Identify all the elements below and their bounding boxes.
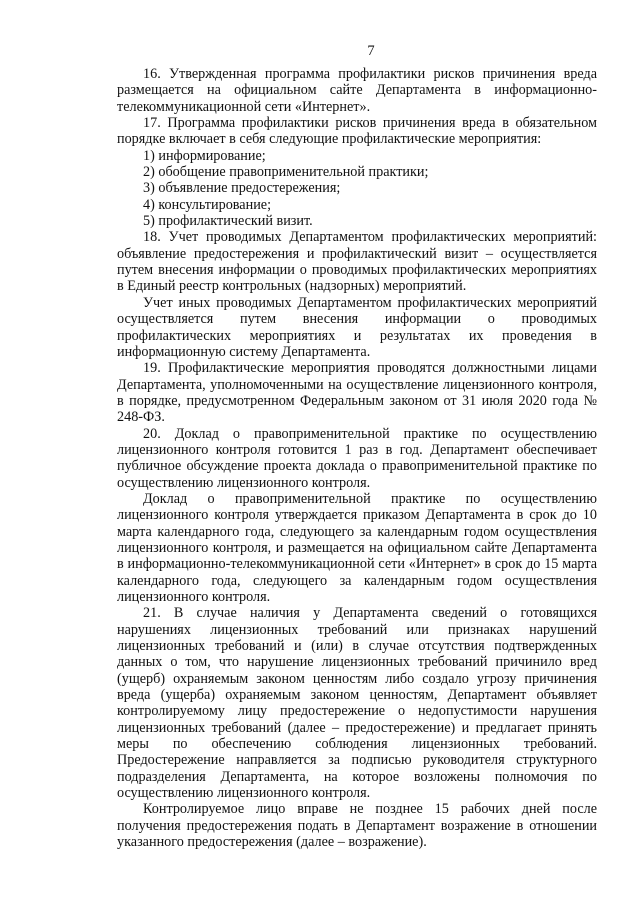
paragraph-16: 16. Утвержденная программа профилактики рисков причинения вреда размещается на официальном сайте Департамента в информационно-телекоммуникационной сети «Интернет». xyxy=(117,66,597,115)
paragraph-21: 21. В случае наличия у Департамента сведений о готовящихся нарушениях лицензионных требований или признаках нарушений лицензионных требований и (или) в случае отсутствия подтвержденных данных о том, что нарушение лицензионных требований причинило вред (ущерб) охраняемым законом ценностям либо создало угрозу причинения вреда (ущерба) охраняемым законом ценностям, Департамент объявляет контролируемому лицу предостережение о недопустимости нарушения лицензионных требований (далее – предостережение) и предлагает принять меры по обеспечению соблюдения лицензионных требований. Предостережение направляется за подписью руководителя структурного подразделения Департамента, на которое возложены полномочия по осуществлению лицензионного контроля. xyxy=(117,605,597,802)
paragraph-18-continued: Учет иных проводимых Департаментом профилактических мероприятий осуществляется путем внесения информации о проводимых профилактических мероприятиях и результатах их проведения в информационную систему Департамента. xyxy=(117,294,597,360)
list-item-preventive-visit: 5) профилактический визит. xyxy=(143,213,313,230)
list-item-consulting: 4) консультирование; xyxy=(143,196,272,213)
paragraph-21-continued: Контролируемое лицо вправе не позднее 15 рабочих дней после получения предостережения подать в Департамент возражение в отношении указанного предостережения (далее – возражение). xyxy=(117,801,597,851)
list-item-generalization: 2) обобщение правоприменительной практики; xyxy=(143,164,429,181)
paragraph-18: 18. Учет проводимых Департаментом профилактических мероприятий: объявление предостережения и профилактический визит – осуществляется путем внесения информации о проводимых профилактических мероприятиях в Единый реестр контрольных (надзорных) мероприятий. xyxy=(117,229,597,295)
paragraph-19: 19. Профилактические мероприятия проводятся должностными лицами Департамента, уполномоченными на осуществление лицензионного контроля, в порядке, предусмотренном Федеральным законом от 31 июля 2020 года № 248-ФЗ. xyxy=(117,360,597,426)
paragraph-20-continued: Доклад о правоприменительной практике по осуществлению лицензионного контроля утверждается приказом Департамента в срок до 10 марта календарного года, следующего за календарным годом осуществления лицензионного контроля, и размещается на официальном сайте Департамента в информационно-телекоммуникационной сети «Интернет» в срок до 15 марта календарного года, следующего за календарным годом осуществления лицензионного контроля. xyxy=(117,490,597,605)
paragraph-17: 17. Программа профилактики рисков причинения вреда в обязательном порядке включает в себя следующие профилактические мероприятия: xyxy=(117,115,597,148)
paragraph-20: 20. Доклад о правоприменительной практике по осуществлению лицензионного контроля готовится 1 раз в год. Департамент обеспечивает публичное обсуждение проекта доклада о правоприменительной практике по осуществлению лицензионного контроля. xyxy=(117,425,597,491)
list-item-warning: 3) объявление предостережения; xyxy=(143,180,341,197)
list-item-informing: 1) информирование; xyxy=(143,147,266,164)
page-number: 7 xyxy=(367,43,375,59)
